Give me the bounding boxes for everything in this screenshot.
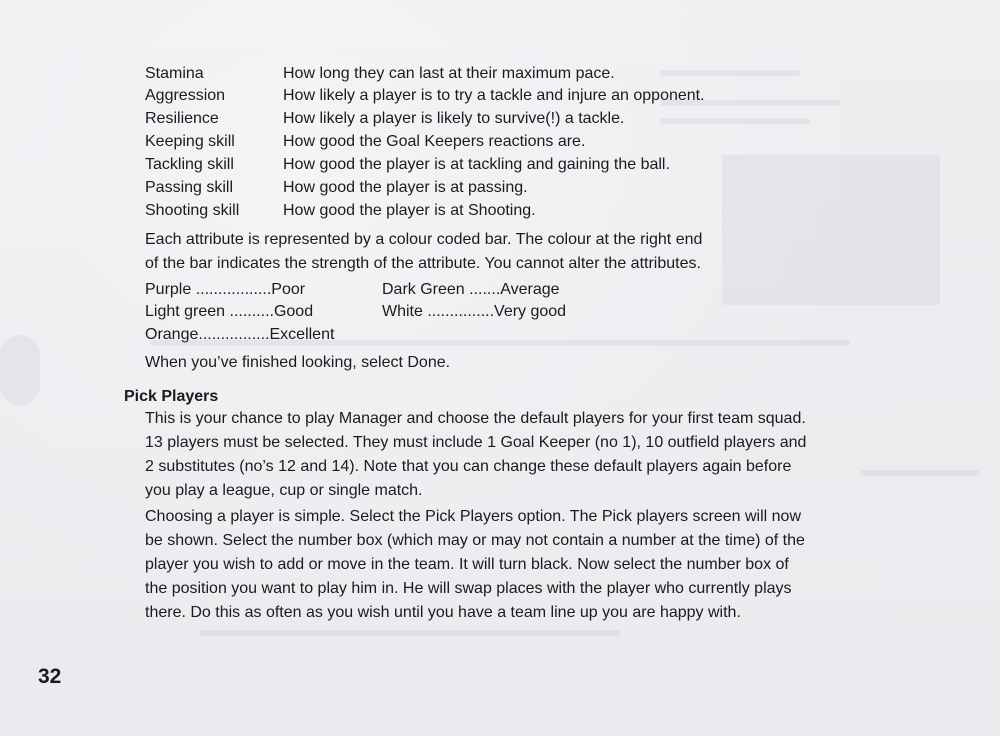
attribute-description: How good the Goal Keepers reactions are. xyxy=(283,133,586,150)
attribute-row xyxy=(145,199,795,222)
text-line: there. Do this as often as you wish until you have a team line up you are happy with. xyxy=(145,604,741,621)
text-line: of the bar indicates the strength of the attribute. You cannot alter the attributes. xyxy=(145,255,701,272)
legend-white: White ...............Very good xyxy=(382,303,567,320)
attribute-description: How good the player is at passing. xyxy=(283,179,528,196)
text-line: the position you want to play him in. He will swap places with the player who currently plays xyxy=(145,580,792,597)
text-line: This is your chance to play Manager and choose the default players for your first team squad. xyxy=(145,410,806,427)
legend-dark-green: Dark Green .......Average xyxy=(382,281,560,298)
pick-players-paragraph-2 xyxy=(145,505,805,625)
text-line: Each attribute is represented by a colour coded bar. The colour at the right end xyxy=(145,231,703,248)
attribute-description: How good the player is at tackling and gaining the ball. xyxy=(283,156,670,173)
colour-intro-paragraph xyxy=(145,228,702,276)
text-line: Choosing a player is simple. Select the Pick Players option. The Pick players screen will now xyxy=(145,508,801,525)
attribute-description: How good the player is at Shooting. xyxy=(283,202,536,219)
attribute-row xyxy=(145,153,795,176)
attribute-row xyxy=(145,62,795,85)
legend-light-green: Light green ..........Good xyxy=(145,303,314,320)
legend-orange: Orange................Excellent xyxy=(145,326,335,343)
legend-purple: Purple .................Poor xyxy=(145,281,306,298)
attribute-description: How likely a player is to try a tackle and injure an opponent. xyxy=(283,87,705,104)
attribute-description: How long they can last at their maximum pace. xyxy=(283,65,615,82)
attribute-row xyxy=(145,84,795,107)
text-line: be shown. Select the number box (which may or may not contain a number at the time) of the xyxy=(145,532,805,549)
bleed-through-blob xyxy=(0,335,40,405)
attribute-row xyxy=(145,130,795,153)
attribute-name: Passing skill xyxy=(145,179,234,196)
page-number: 32 xyxy=(38,665,62,688)
text-line: player you wish to add or move in the team. It will turn black. Now select the number box of xyxy=(145,556,789,573)
bleed-through-line xyxy=(860,470,980,476)
attribute-name: Keeping skill xyxy=(145,133,235,150)
attribute-name: Stamina xyxy=(145,65,204,82)
attribute-name: Tackling skill xyxy=(145,156,234,173)
text-line: 13 players must be selected. They must include 1 Goal Keeper (no 1), 10 outfield players and xyxy=(145,434,807,451)
pick-players-paragraph-1 xyxy=(145,407,806,503)
text-line: 2 substitutes (no’s 12 and 14). Note that you can change these default players again before xyxy=(145,458,792,475)
attribute-name: Aggression xyxy=(145,87,226,104)
text-line: you play a league, cup or single match. xyxy=(145,482,423,499)
attribute-name: Shooting skill xyxy=(145,202,240,219)
section-heading: Pick Players xyxy=(124,388,219,405)
attribute-row xyxy=(145,107,795,130)
attribute-row xyxy=(145,176,795,199)
attribute-description: How likely a player is likely to survive(!) a tackle. xyxy=(283,110,625,127)
done-instruction: When you’ve finished looking, select Done. xyxy=(145,354,451,371)
attribute-name: Resilience xyxy=(145,110,219,127)
bleed-through-line xyxy=(200,630,620,636)
